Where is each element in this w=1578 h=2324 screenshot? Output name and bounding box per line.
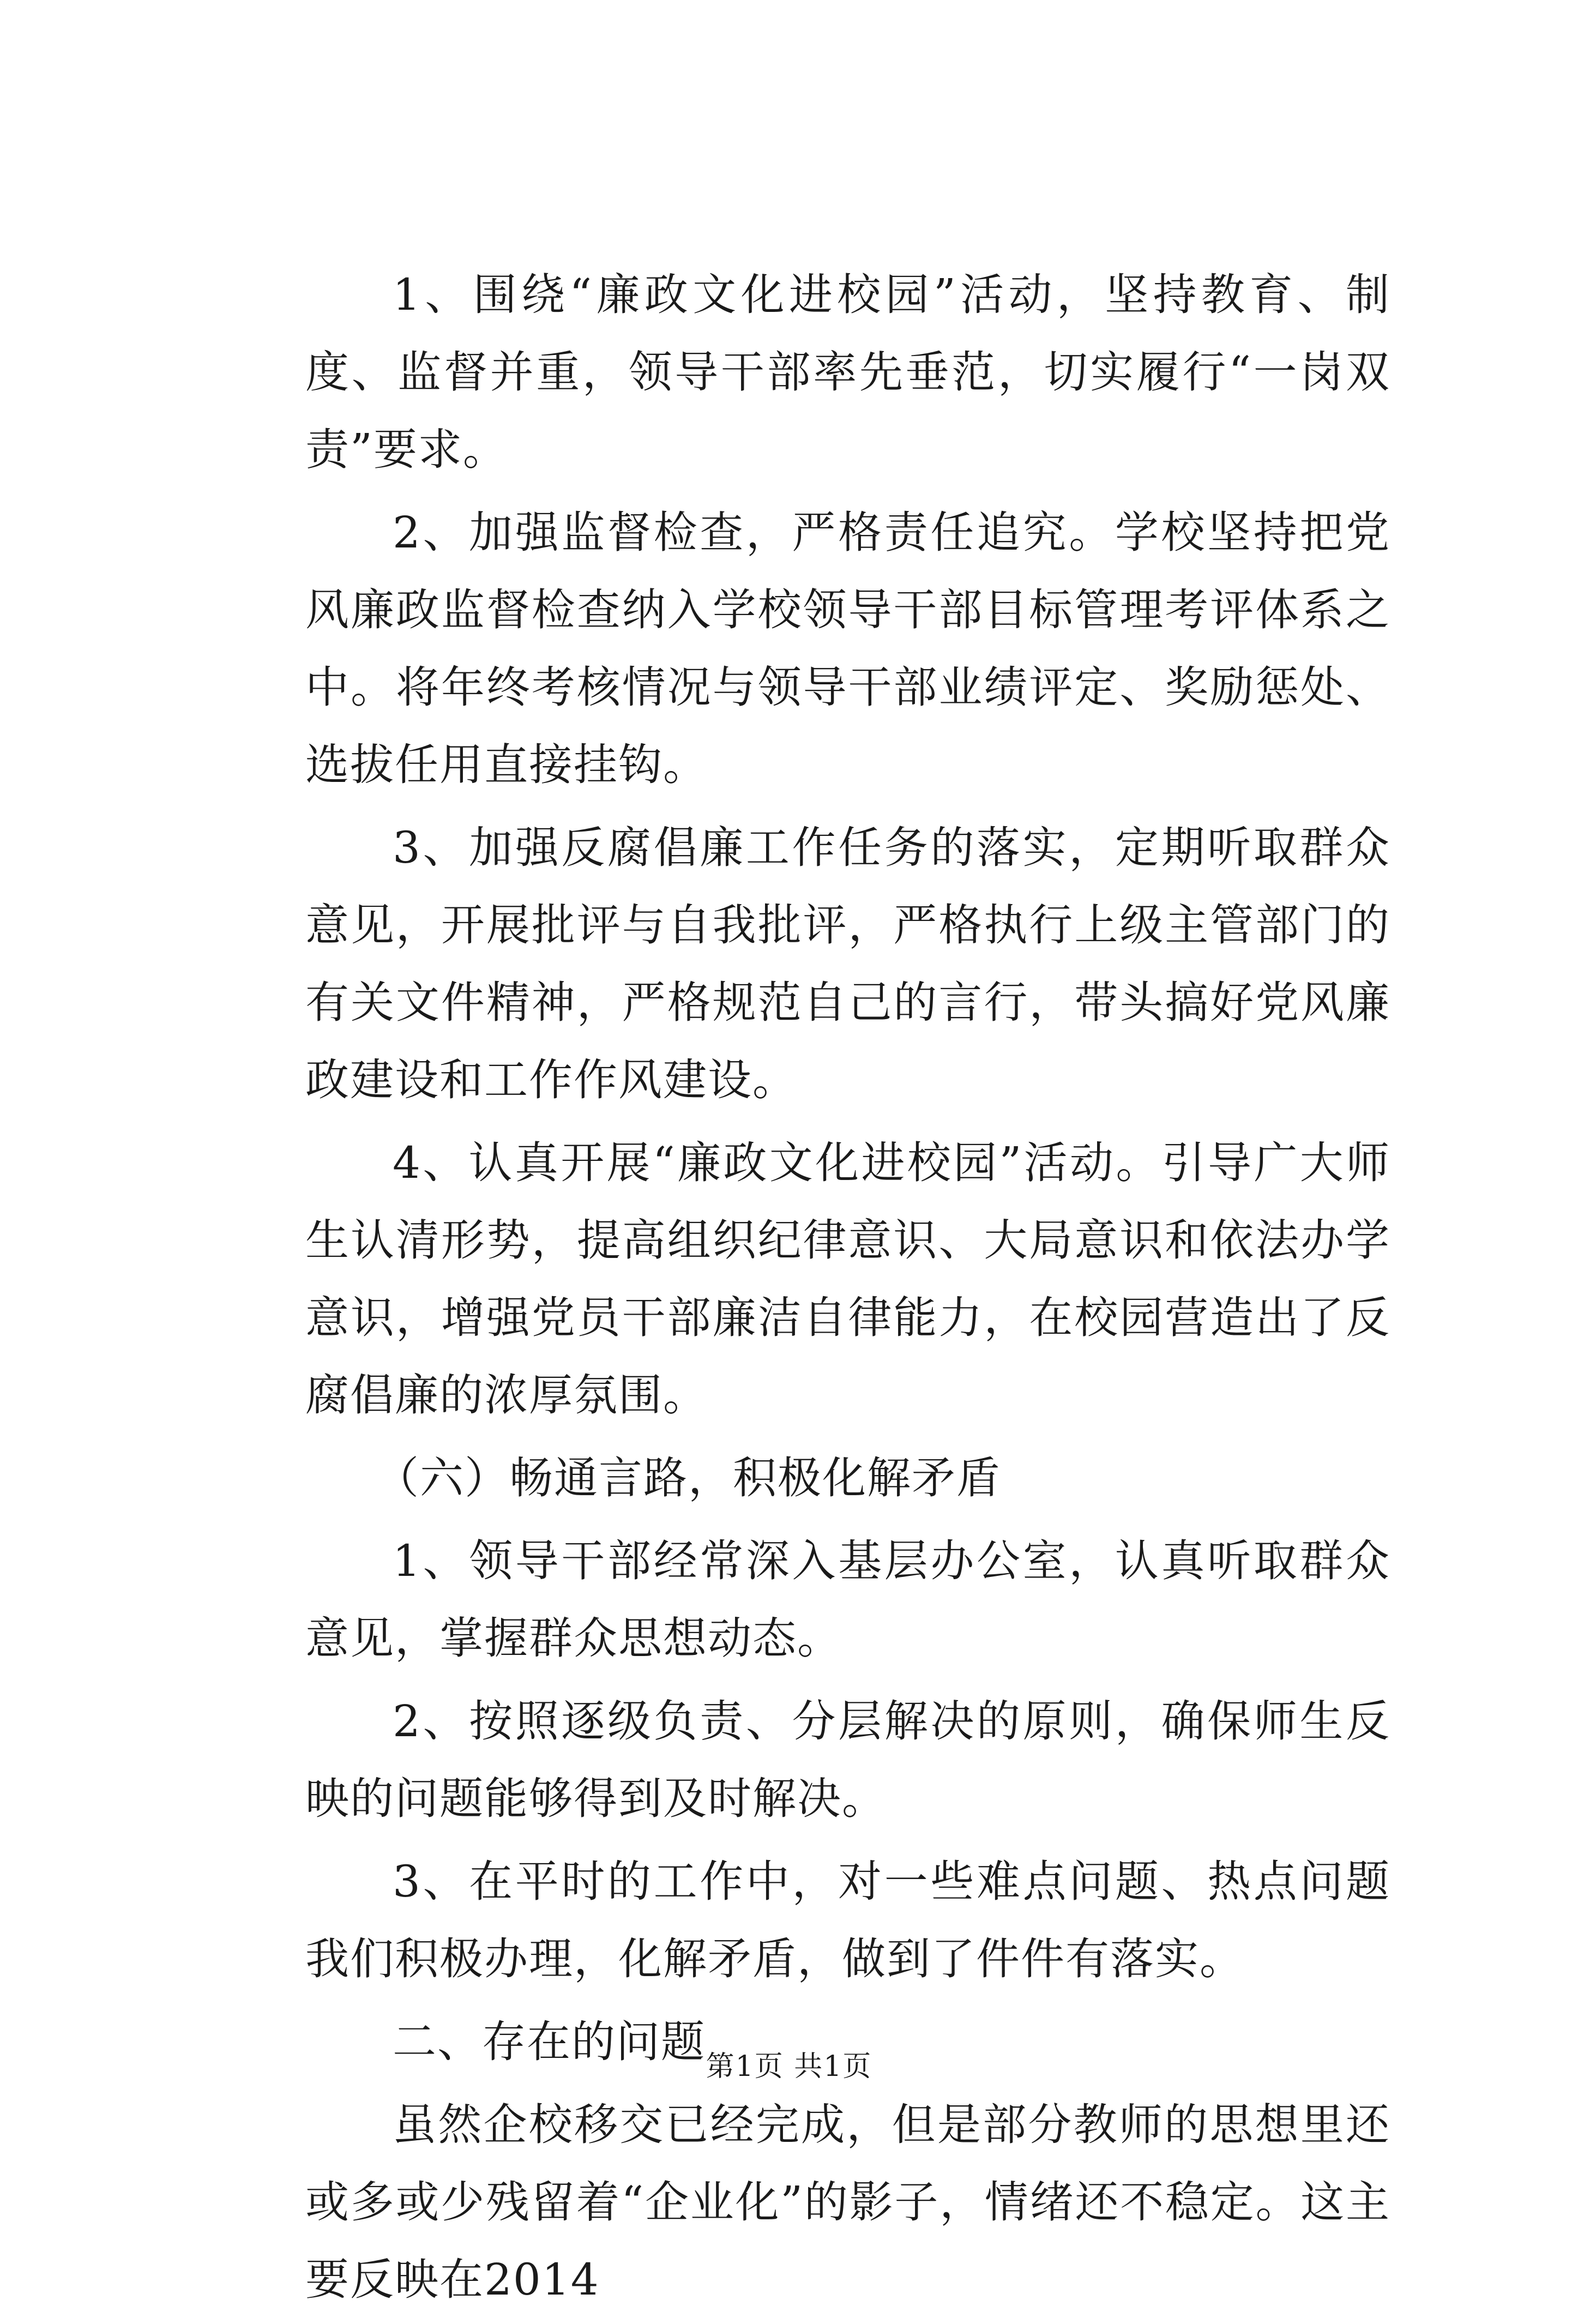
- paragraph-problems: 虽然企校移交已经完成，但是部分教师的思想里还或多或少残留着“企业化”的影子，情绪还不稳定。这主要反映在2014: [305, 2099, 1390, 2305]
- page-footer: [0, 2048, 1578, 2086]
- document-body: [305, 256, 1390, 2324]
- paragraph-item-1: 1、围绕“廉政文化进校园”活动，坚持教育、制度、监督并重，领导干部率先垂范，切实履行“一岗双责”要求。: [305, 269, 1390, 475]
- paragraph-item-6-1: 1、领导干部经常深入基层办公室，认真听取群众意见，掌握群众思想动态。: [305, 1536, 1390, 1664]
- paragraph-item-6-2: 2、按照逐级负责、分层解决的原则，确保师生反映的问题能够得到及时解决。: [305, 1696, 1390, 1824]
- paragraph-item-3: 3、加强反腐倡廉工作任务的落实，定期听取群众意见，开展批评与自我批评，严格执行上级主管部门的有关文件精神，严格规范自己的言行，带头搞好党风廉政建设和工作作风建设。: [305, 822, 1390, 1105]
- paragraph-item-6-3: 3、在平时的工作中，对一些难点问题、热点问题我们积极办理，化解矛盾，做到了件件有落实。: [305, 1856, 1390, 1984]
- paragraph-item-4: 4、认真开展“廉政文化进校园”活动。引导广大师生认清形势，提高组织纪律意识、大局意识和依法办学意识，增强党员干部廉洁自律能力，在校园营造出了反腐倡廉的浓厚氛围。: [305, 1137, 1390, 1420]
- section-heading-6: （六）畅通言路，积极化解矛盾: [375, 1453, 1001, 1503]
- section-heading-problems: 二、存在的问题: [393, 2016, 706, 2067]
- paragraph-item-2: 2、加强监督检查，严格责任追究。学校坚持把党风廉政监督检查纳入学校领导干部目标管理考评体系之中。将年终考核情况与领导干部业绩评定、奖励惩处、选拔任用直接挂钩。: [305, 507, 1390, 790]
- page-number-text: 第1页 共1页: [706, 2050, 872, 2083]
